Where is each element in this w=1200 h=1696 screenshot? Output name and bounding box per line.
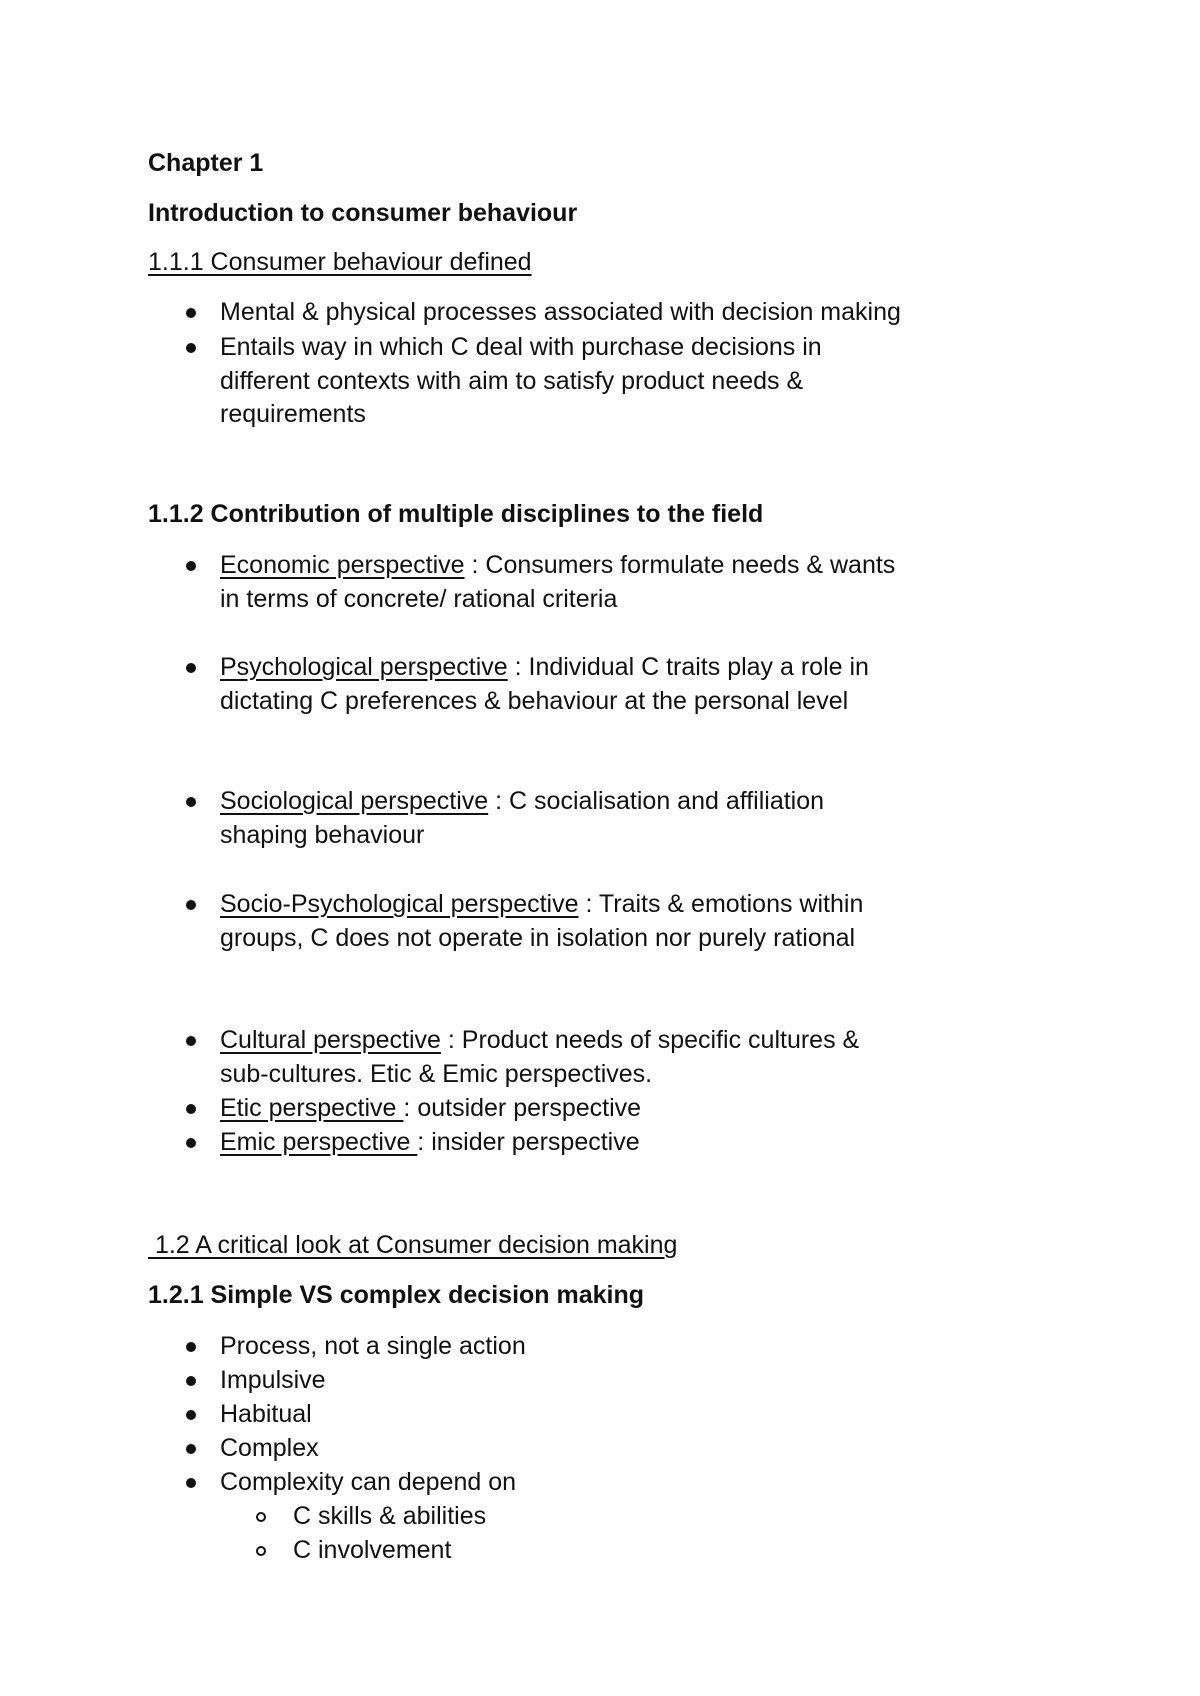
list-item-economic xyxy=(220,548,895,582)
list-item: Entails way in which C deal with purchase decisions in xyxy=(220,333,822,361)
bullet-icon xyxy=(186,1104,196,1114)
term-sociological-perspective: Sociological perspective xyxy=(220,787,489,815)
bullet-icon xyxy=(186,1376,196,1386)
bullet-icon xyxy=(186,1036,196,1046)
list-item: Mental & physical processes associated with decision making xyxy=(220,298,901,326)
list-item-psychological xyxy=(220,650,869,684)
list-item-continuation: different contexts with aim to satisfy product needs & xyxy=(220,367,804,395)
list-item-continuation: groups, C does not operate in isolation nor purely rational xyxy=(220,924,856,952)
bullet-icon xyxy=(186,1478,196,1488)
bullet-icon xyxy=(186,561,196,571)
list-item: Complex xyxy=(220,1434,319,1462)
chapter-title: Introduction to consumer behaviour xyxy=(148,199,578,227)
term-emic-perspective: Emic perspective xyxy=(220,1128,418,1156)
definition-text: : insider perspective xyxy=(417,1128,640,1156)
bullet-icon xyxy=(186,663,196,673)
bullet-icon xyxy=(186,1444,196,1454)
list-item-continuation: dictating C preferences & behaviour at the personal level xyxy=(220,687,849,715)
list-item: Impulsive xyxy=(220,1366,326,1394)
bullet-icon xyxy=(186,343,196,353)
list-item-cultural xyxy=(220,1023,859,1057)
circle-bullet-icon xyxy=(256,1546,266,1556)
definition-text: : Product needs of specific cultures & xyxy=(440,1026,860,1054)
section-heading-1-1-1: 1.1.1 Consumer behaviour defined xyxy=(148,248,532,276)
sub-list-item: C involvement xyxy=(293,1536,452,1564)
list-item-emic xyxy=(220,1125,640,1159)
definition-text: : outsider perspective xyxy=(403,1094,642,1122)
bullet-icon xyxy=(186,900,196,910)
definition-text: : C socialisation and affiliation xyxy=(488,787,825,815)
definition-text: : Individual C traits play a role in xyxy=(507,653,869,681)
list-item: Habitual xyxy=(220,1400,312,1428)
list-item: Process, not a single action xyxy=(220,1332,526,1360)
definition-text: : Traits & emotions within xyxy=(578,890,864,918)
list-item-continuation: in terms of concrete/ rational criteria xyxy=(220,585,618,613)
section-heading-1-2: 1.2 A critical look at Consumer decision making xyxy=(148,1231,678,1259)
list-item-continuation: shaping behaviour xyxy=(220,821,425,849)
term-socio-psychological-perspective: Socio-Psychological perspective xyxy=(220,890,579,918)
section-heading-1-1-2: 1.1.2 Contribution of multiple disciplines to the field xyxy=(148,500,764,528)
bullet-icon xyxy=(186,1410,196,1420)
list-item-sociological xyxy=(220,784,824,818)
list-item: Complexity can depend on xyxy=(220,1468,517,1496)
section-heading-1-2-1: 1.2.1 Simple VS complex decision making xyxy=(148,1281,645,1309)
term-cultural-perspective: Cultural perspective xyxy=(220,1026,441,1054)
bullet-icon xyxy=(186,797,196,807)
circle-bullet-icon xyxy=(256,1512,266,1522)
term-economic-perspective: Economic perspective xyxy=(220,551,465,579)
list-item-continuation: requirements xyxy=(220,400,366,428)
bullet-icon xyxy=(186,1342,196,1352)
chapter-label: Chapter 1 xyxy=(148,149,264,177)
term-psychological-perspective: Psychological perspective xyxy=(220,653,508,681)
list-item-etic xyxy=(220,1091,641,1125)
list-item-socio-psychological xyxy=(220,887,863,921)
term-etic-perspective: Etic perspective xyxy=(220,1094,404,1122)
bullet-icon xyxy=(186,308,196,318)
definition-text: : Consumers formulate needs & wants xyxy=(464,551,896,579)
bullet-icon xyxy=(186,1138,196,1148)
list-item-continuation: sub-cultures. Etic & Emic perspectives. xyxy=(220,1060,653,1088)
sub-list-item: C skills & abilities xyxy=(293,1502,487,1530)
